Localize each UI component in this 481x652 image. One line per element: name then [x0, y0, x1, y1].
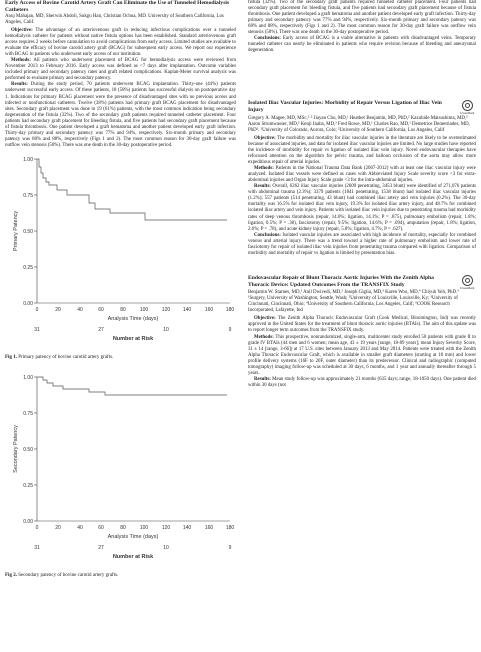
article3-objective: The Zenith Alpha Thoracic Endovascular Graft (Cook Medical, Bloomington, Ind) was recently approved in the United States for the treatment of blunt thoracic aortic injuries (BTAIs). The aim of this update was to report longer term outcomes from the TRANSFIX study. — [248, 316, 476, 334]
fig2-xtick: 160 — [204, 524, 214, 531]
fig2-km-curve — [37, 377, 227, 395]
fig1-risk-value: 31 — [34, 326, 40, 333]
fig2-ytick: 0.25 — [23, 482, 33, 489]
methods-label: Methods: — [254, 166, 274, 172]
left-column — [5, 0, 236, 579]
fig1-xtick: 60 — [98, 306, 104, 313]
article2-conclusions: Isolated vascular injuries are associated with high incidence of mortality, especially for combined venous and arterial injury. There was a trend toward a higher rate of pulmonary embolism and lower rate of fasciotomy for repair of isolated iliac vein injuries from penetrating trauma compared with ligation. Comparison of morbidity and mortality of repair vs ligation is limited by presentation bias. — [248, 232, 476, 256]
article3-methods: This prospective, nonrandomized, single-arm, multicenter study enrolled 50 patients with grade II to grade IV BTAIs (44 men and 6 women; mean age, 43 ± 19 years [range, 18-89 years]; mean Injury Severity Score, 31 ± 14 [range, 3-66]) at 17 U.S. sites between January 2013 and May 2014. Patients were treated with the Zenith Alpha Thoracic Endovascular Graft, which is available in smaller graft diameters (starting at 18 mm) and lower profile delivery systems (16F to 20F, outer diameter) than its predecessor. Clinical and radiographic (computed tomography) imaging follow-up was scheduled at 30 days, 6 months, and 1 year and annually thereafter through 5 years. — [248, 334, 476, 376]
fig1-risk-value: 10 — [163, 326, 169, 333]
article3-authors: Benjamin W. Starnes, MD,¹ Anil Dwivedi, MD,² Joseph Giglia, MD,³ Karen Woo, MD,⁴ Chiyuh Yeh, PhD.⁵ ¹Surgery, University of Washington, Seattle, Wash; ²University of Louisville, Louisville, Ky; ³University of Cincinnati, Cincinnati, Ohio; ⁴University of Southern California, Los Angeles, Calif; ⁵COOK Research Incorporated, Lafayette, Ind — [248, 290, 459, 314]
methods-label: Methods: — [254, 334, 274, 340]
article1-results: During the study period, 70 patients underwent BCAG implantation. Thirty-one (44%) patients underwent successful early access. Of these patients, 18 (58%) patients has successful dialysis on postoperative day 1. Indications for primary BCAG placement were the presence of disadvantaged sites with no previous access and infected or nonfunctional catheters. Twelve (38%) patients had primary graft BCAG placement for disadvantaged sites. Secondary graft placement was done in 19 (61%) patients, with the most common indication being secondary degeneration of the fistula (32%). Two of the secondary graft patients required tunneled catheter placement. Four patients had secondary graft placement for bleeding fistula, and five patients had secondary graft placement because of fistula thrombosis. One patient developed a graft hematoma and another patient developed early graft infection. Thirty-day primary and secondary patency was 77% and 94%, respectively. Six-month primary and secondary patency was 68% and 88%, respectively (Figs 1 and 2). The most common reason for 30-day graft failure was outflow vein stenosis (50%). There was one death in the 30-day postoperative period. — [5, 82, 236, 148]
fig2-xtick: 20 — [55, 524, 61, 531]
fig2-xtick: 140 — [182, 524, 192, 531]
methods-label: Methods: — [11, 58, 31, 64]
fig2-xtick: 60 — [98, 524, 104, 531]
fig1-xtick: 80 — [120, 306, 126, 313]
right-column — [248, 0, 476, 389]
fig1-xtick: 40 — [77, 306, 83, 313]
article2-objective: The morbidity and mortality for iliac vascular injuries in the literature are likely to be overestimated because of associated injuries, and data for isolated iliac vascular injuries are limited. No large studies have reported the incidence of morbidity for repair vs ligation of isolated iliac vein injury. Novel endovascular therapies have refocused attention on the algorithm for pelvic trauma, and balloon occlusion of the aorta may allow more expeditious repair of arterial injuries. — [248, 135, 476, 166]
fig2-ytick: 1.00 — [23, 374, 33, 381]
fig2-xtick: 40 — [77, 524, 83, 531]
crossmark-icon — [462, 275, 473, 286]
article1-title: Early Access of Bovine Carotid Artery Graft Can Eliminate the Use of Tunneled Hemodialysis Catheters — [5, 0, 230, 13]
fig1-ytick: 0.50 — [23, 228, 33, 235]
fig1-ylabel: Primary Patency — [13, 210, 19, 252]
fig1-xtick: 0 — [35, 306, 39, 313]
crossmark-badge[interactable]: CrossMark — [458, 275, 476, 291]
fig1-yticks — [23, 157, 37, 307]
objective-label: Objective: — [254, 135, 276, 141]
fig2-xtick: 0 — [35, 524, 39, 531]
objective-label: Objective: — [11, 28, 33, 33]
fig2-xtick: 80 — [120, 524, 126, 531]
fig1-caption-label: Fig 1. — [5, 354, 17, 360]
fig1-xtick: 20 — [55, 306, 61, 313]
fig1-ytick: 1.00 — [23, 156, 33, 163]
fig1-xlabel: Analysis Time (days) — [107, 315, 159, 322]
fig2-risk-value: 27 — [98, 544, 104, 551]
article1-results-continued: fistula (32%). Two of the secondary graft patients required tunneled catheter placement. Four patients had secondary graft placement for bleeding fistula, and five patients had secondary graft placement because of fistula thrombosis. One patient developed a graft hematoma and another patient developed early graft infection. Thirty-day primary and secondary patency was 77% and 94%, respectively. Six-month primary and secondary patency was 68% and 88%, respectively (Figs 1 and 2). The most common reason for 30-day graft failure was outflow vein stenosis (50%). There was one death in the 30-day postoperative period. — [248, 0, 476, 36]
fig1-xtick: 180 — [225, 306, 235, 313]
fig2-xlabel: Analysis Time (days) — [107, 533, 159, 540]
fig1-axes — [37, 159, 230, 303]
fig2-ytick: 0.75 — [23, 410, 33, 417]
article1-objective: The advantage of an arteriovenous graft in reducing infectious complications over a tunneled hemodialysis catheter for patients without native fistula options has been established. Standard arteriovenous graft access requires 2 weeks before cannulation to avoid complications from early access. Limited studies are available to evaluate the efficacy of bovine carotid artery graft (BCAG) for subsequent early access. We report our experience with BCAG in patients who underwent early access of our institution. — [5, 28, 236, 58]
fig1-ytick: 0.25 — [23, 264, 33, 271]
fig1-caption: Primary patency of bovine carotid artery grafts. — [18, 354, 114, 360]
fig1-risk-label: Number at Risk — [112, 335, 154, 342]
fig1-xtick: 160 — [204, 306, 214, 313]
fig1-km-curve — [37, 159, 227, 220]
crossmark-badge[interactable]: CrossMark — [458, 100, 476, 116]
article2-methods: Patients in the National Trauma Data Bank (2007-2012) with at least one iliac vascular injury were analyzed. Isolated iliac vessels were defined as cases with Abbreviated Injury Scale severity score <3 for extra-abdominal injuries and Organ Injury Scale grade <3 for the intra-abdominal injuries. — [248, 166, 476, 184]
fig1-chart — [5, 153, 236, 353]
fig2-risk-value: 10 — [163, 544, 169, 551]
fig2-chart — [5, 371, 236, 571]
fig1-ytick: 0.00 — [23, 300, 33, 307]
article3-title: Endovascular Repair of Blunt Thoracic Aortic Injuries With the Zenith Alpha Thoracic Device: Updated Outcomes From the TRANSFIX Study — [248, 274, 434, 288]
article2-results: Overall, 6262 iliac vascular injuries (2609 penetrating, 3453 blunt) were identified of 271,076 patients with abdominal trauma (2.3%); 3379 patients (1841 penetrating, 1538 blunt) had isolated iliac vascular injuries (1.2%); 557 patients (514 penetrating, 43 blunt) had combined iliac artery and vein injuries (0.2%). The 30-day mortality was 16.5% for isolated iliac vein injury, 19.3% for isolated iliac artery injury, and 48.7% for combined isolated iliac artery and vein injury. Patients with isolated iliac vein injuries due to penetrating trauma had morbidity rates of deep venous thrombosis (repair, 14.6%; ligation, 14.1%; P = .875), pulmonary embolism (repair, 1.8%; ligation, 0.5%; P = .38), fasciotomy (repair, 9.5%; ligation, 14.6%; P = .094), amputation (repair, 1.8%; ligation, 2.6%; P = .78), and acute kidney injury (repair, 5.8%; ligation, 4.7%; P = .627). — [248, 184, 476, 232]
article1-methods: All patients who underwent placement of BCAG for hemodialysis access were reviewed from November 2013 to February 2016. Early access was defined as <7 days after implantation. Outcome variables included primary and secondary patency rates and graft related complications. Kaplan-Meier survival analysis was performed to evaluate primary and secondary patency. — [5, 58, 236, 82]
results-label: Results: — [254, 376, 271, 382]
fig2-risk-value: 31 — [34, 544, 40, 551]
fig1-xtick: 120 — [161, 306, 171, 313]
fig2-ytick: 0.00 — [23, 518, 33, 525]
crossmark-icon — [462, 100, 473, 111]
fig2-caption: Secondary patency of bovine carotid artery grafts. — [18, 572, 119, 578]
fig2-xtick: 100 — [139, 524, 149, 531]
fig2-risk-label: Number at Risk — [112, 553, 154, 560]
article1-authors: Anuj Mahajan, MD, Sherwin Abdoli, Sukgu Han, Christian Ochoa, MD. University of Southern California, Los Angeles, Calif. — [5, 14, 224, 25]
fig2-ylabel: Secondary Patency — [13, 425, 19, 473]
article3-results: Mean study follow-up was approximately 21 months (635 days; range, 18-1050 days). One patient died within 30 days (not — [248, 376, 476, 388]
fig2-ytick: 0.50 — [23, 446, 33, 453]
conclusions-label: Conclusions: — [254, 232, 281, 238]
fig1-risk-value: 9 — [228, 326, 232, 333]
article2-title: Isolated Iliac Vascular Injuries: Morbidity of Repair Versus Ligation of Iliac Vein Injury — [248, 100, 442, 114]
fig1-risk-value: 27 — [98, 326, 104, 333]
fig2-caption-label: Fig 2. — [5, 572, 17, 578]
fig1-xticks — [36, 307, 235, 313]
fig1-ytick: 0.75 — [23, 192, 33, 199]
article2-authors: Gregory A. Magee, MD, MSc,¹·² Jiayan Cho, MD,¹ Heather Benjamin, MD, PhD,² Kazuhide Matsushima, MD,² Aaron Strumwasser, MD,² Kenji Inaba, MD,² Fred Rowe, MD,¹ Charles Rao, MD,¹ Demetrios Demetriades, MD, PhD². ¹University of Colorado, Aurora, Colo; ²University of Southern California, Los Angeles, Calif — [248, 115, 470, 133]
fig1-xtick: 100 — [139, 306, 149, 313]
objective-label: Objective: — [254, 316, 276, 322]
results-label: Results: — [11, 82, 28, 88]
fig2-xtick: 120 — [161, 524, 171, 531]
fig1-xtick: 140 — [182, 306, 192, 313]
conclusions-label: Conclusions: — [254, 36, 281, 42]
fig2-risk-value: 9 — [228, 544, 232, 551]
article1-conclusions: Early access of BCAG is a viable alternative in patients with disadvantaged veins. Temporary tunneled catheter can nearly be eliminated in patients who require revision because of bleeding and aneurysmal degeneration. — [248, 36, 476, 54]
fig2-xtick: 180 — [225, 524, 235, 531]
results-label: Results: — [254, 184, 271, 190]
